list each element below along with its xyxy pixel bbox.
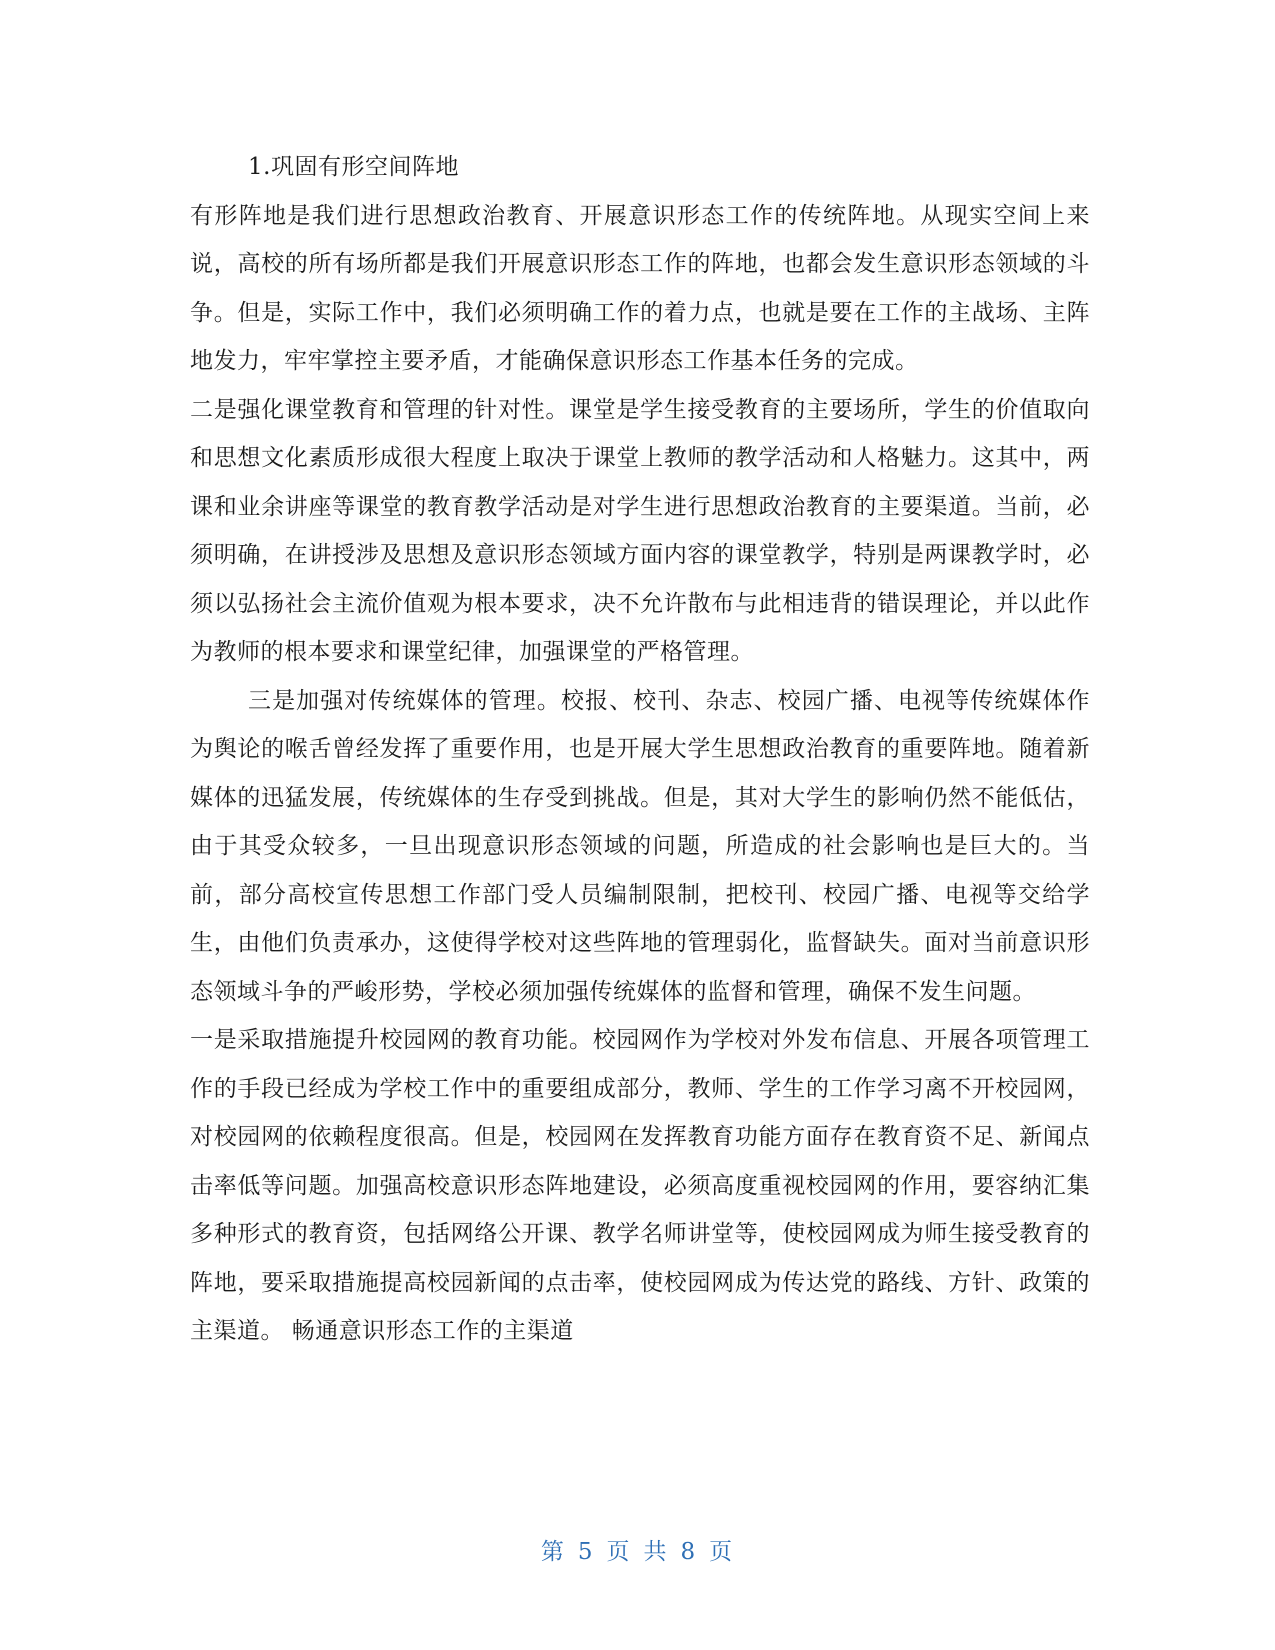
document-body [190,143,1090,1356]
page-number-current: 5 [577,1539,595,1565]
paragraph-classroom-education: 二是强化课堂教育和管理的针对性。课堂是学生接受教育的主要场所，学生的价值取向和思想文化素质形成很大程度上取决于课堂上教师的教学活动和人格魅力。这其中，两课和业余讲座等课堂的教育教学活动是对学生进行思想政治教育的主要渠道。当前，必须明确，在讲授涉及思想及意识形态领域方面内容的课堂教学，特别是两课教学时，必须以弘扬社会主流价值观为根本要求，决不允许散布与此相违背的错误理论，并以此作为教师的根本要求和课堂纪律，加强课堂的严格管理。 [190,396,1090,665]
paragraph-campus-network: 一是采取措施提升校园网的教育功能。校园网作为学校对外发布信息、开展各项管理工作的手段已经成为学校工作中的重要组成部分，教师、学生的工作学习离不开校园网，对校园网的依赖程度很高。但是，校园网在发挥教育功能方面存在教育资不足、新闻点击率低等问题。加强高校意识形态阵地建设，必须高度重视校园网的作用，要容纳汇集多种形式的教育资，包括网络公开课、教学名师讲堂等，使校园网成为师生接受教育的阵地，要采取措施提高校园新闻的点击率，使校园网成为传达党的路线、方针、政策的主渠道。 畅通意识形态工作的主渠道 [190,1027,1090,1344]
footer-prefix: 第 [540,1539,566,1565]
page-number-total: 8 [680,1539,698,1565]
footer-suffix: 页 [709,1539,735,1565]
section-heading: 1.巩固有形空间阵地 [248,154,459,180]
paragraph-traditional-media: 三是加强对传统媒体的管理。校报、校刊、杂志、校园广播、电视等传统媒体作为舆论的喉舌曾经发挥了重要作用，也是开展大学生思想政治教育的重要阵地。随着新媒体的迅猛发展，传统媒体的生存受到挑战。但是，其对大学生的影响仍然不能低估，由于其受众较多，一旦出现意识形态领域的问题，所造成的社会影响也是巨大的。当前，部分高校宣传思想工作部门受人员编制限制，把校刊、校园广播、电视等交给学生，由他们负责承办，这使得学校对这些阵地的管理弱化，监督缺失。面对当前意识形态领域斗争的严峻形势，学校必须加强传统媒体的监督和管理，确保不发生问题。 [190,687,1090,1005]
footer-page-word: 页 [606,1539,632,1565]
paragraph-tangible-positions: 有形阵地是我们进行思想政治教育、开展意识形态工作的传统阵地。从现实空间上来说，高校的所有场所都是我们开展意识形态工作的阵地，也都会发生意识形态领域的斗争。但是，实际工作中，我们必须明确工作的着力点，也就是要在工作的主战场、主阵地发力，牢牢掌控主要矛盾，才能确保意识形态工作基本任务的完成。 [190,202,1090,374]
page-footer [0,1533,1275,1566]
footer-total-word: 共 [643,1539,669,1565]
